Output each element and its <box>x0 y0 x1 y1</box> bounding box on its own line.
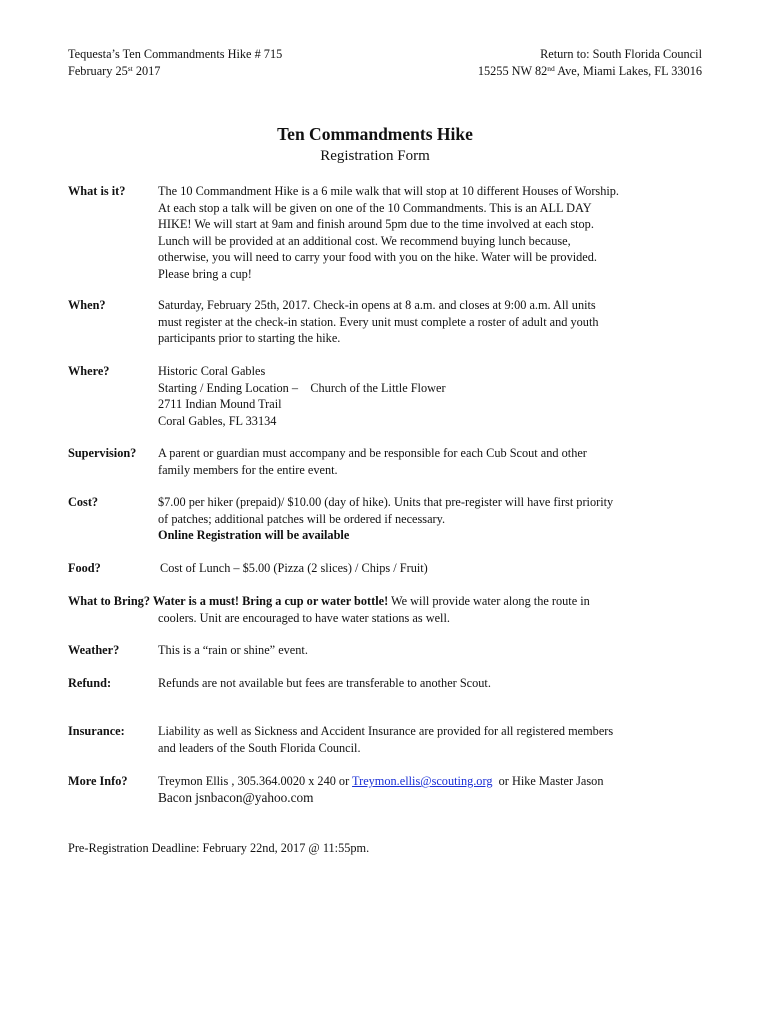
text-line: of patches; additional patches will be ordered if necessary. <box>158 511 446 526</box>
section-where <box>68 363 708 429</box>
text-line: Bacon jsnbacon@yahoo.com <box>158 789 314 805</box>
text-line: A parent or guardian must accompany and be responsible for each Cub Scout and other <box>158 446 587 460</box>
text-line: This is a “rain or shine” event. <box>158 643 308 657</box>
section-label: When? <box>68 298 106 312</box>
section-label: More Info? <box>68 774 128 788</box>
address-post: Ave, Miami Lakes, FL 33016 <box>554 63 702 78</box>
section-cost <box>68 494 708 544</box>
page-subtitle: Registration Form <box>320 148 430 164</box>
text-line: Refunds are not available but fees are transferable to another Scout. <box>158 676 491 690</box>
hike-date-sup: st <box>127 63 133 73</box>
section-supervision <box>68 445 708 478</box>
page-title: Ten Commandments Hike <box>277 124 473 144</box>
hike-name: Tequesta’s Ten Commandments Hike # 715 <box>68 47 283 61</box>
return-to: Return to: South Florida Council <box>540 47 702 61</box>
text-line <box>158 773 708 790</box>
section-body <box>158 723 708 756</box>
text-line: participants prior to starting the hike. <box>158 331 341 346</box>
email-link[interactable]: Treymon.ellis@scouting.org <box>352 774 493 788</box>
section-body <box>158 297 708 347</box>
text-line: Please bring a cup! <box>158 266 252 281</box>
section-label: What to Bring? Water is a must! Bring a cup or water bottle! <box>68 594 389 608</box>
section-label: Refund: <box>68 676 112 690</box>
section-body <box>158 494 708 544</box>
section-bring <box>68 593 708 626</box>
section-label: Weather? <box>68 643 120 657</box>
text-line: Liability as well as Sickness and Accident Insurance are provided for all registered members <box>158 724 614 738</box>
address-sup: nd <box>547 63 555 73</box>
section-label: Cost? <box>68 495 99 509</box>
contact-text: or Hike Master Jason <box>492 774 604 788</box>
text-line: coolers. Unit are encouraged to have water stations as well. <box>158 610 450 625</box>
text-line: Cost of Lunch – $5.00 (Pizza (2 slices) / Chips / Fruit) <box>160 561 428 575</box>
section-body <box>158 363 708 429</box>
section-body <box>158 183 708 283</box>
text-line: We will provide water along the route in <box>388 594 590 608</box>
section-what <box>68 183 708 283</box>
text-line: otherwise, you will need to carry your food with you on the hike. Water will be provided. <box>158 250 597 265</box>
section-body <box>160 560 708 577</box>
section-refund <box>68 675 708 692</box>
section-label: Supervision? <box>68 446 137 460</box>
text-line: Lunch will be provided at an additional cost. We recommend buying lunch because, <box>158 233 571 248</box>
section-label: Insurance: <box>68 724 125 738</box>
text-line: Saturday, February 25th, 2017. Check-in opens at 8 a.m. and closes at 9:00 a.m. All units <box>158 298 596 312</box>
contact-text: Treymon Ellis , 305.364.0020 x 240 or <box>158 774 353 788</box>
text-line: HIKE! We will start at 9am and finish around 5pm due to the time involved at each stop. <box>158 217 594 232</box>
address-pre: 15255 NW 82 <box>477 63 548 78</box>
registration-deadline: Pre-Registration Deadline: February 22nd, 2017 @ 11:55pm. <box>68 841 370 855</box>
return-address <box>478 63 702 80</box>
section-body <box>158 445 708 478</box>
text-line: family members for the entire event. <box>158 462 338 477</box>
text-line: must register at the check-in station. Every unit must complete a roster of adult and youth <box>158 314 599 329</box>
section-label: Where? <box>68 364 110 378</box>
bring-line1 <box>68 593 708 610</box>
section-label: What is it? <box>68 184 126 198</box>
text-line: Coral Gables, FL 33134 <box>158 413 277 428</box>
header-right <box>478 46 702 79</box>
section-body <box>158 773 708 806</box>
section-weather <box>68 642 708 659</box>
text-line: Starting / Ending Location – Church of the Little Flower <box>158 380 446 395</box>
text-line: and leaders of the South Florida Council. <box>158 740 361 755</box>
section-when <box>68 297 708 347</box>
hike-date-pre: February 25 <box>68 63 128 78</box>
section-label: Food? <box>68 561 101 575</box>
text-line: $7.00 per hiker (prepaid)/ $10.00 (day of hike). Units that pre-register will have first priority <box>158 495 614 509</box>
hike-date <box>68 63 282 80</box>
text-line: 2711 Indian Mound Trail <box>158 397 282 412</box>
online-registration-note: Online Registration will be available <box>158 528 350 543</box>
header-left <box>68 46 282 79</box>
text-line: Historic Coral Gables <box>158 364 266 378</box>
text-line: At each stop a talk will be given on one of the 10 Commandments. This is an ALL DAY <box>158 200 592 215</box>
text-line: The 10 Commandment Hike is a 6 mile walk that will stop at 10 different Houses of Worship. <box>158 184 619 198</box>
section-more-info <box>68 773 708 806</box>
hike-date-post: 2017 <box>132 63 161 78</box>
section-food <box>68 560 708 577</box>
section-insurance <box>68 723 708 756</box>
